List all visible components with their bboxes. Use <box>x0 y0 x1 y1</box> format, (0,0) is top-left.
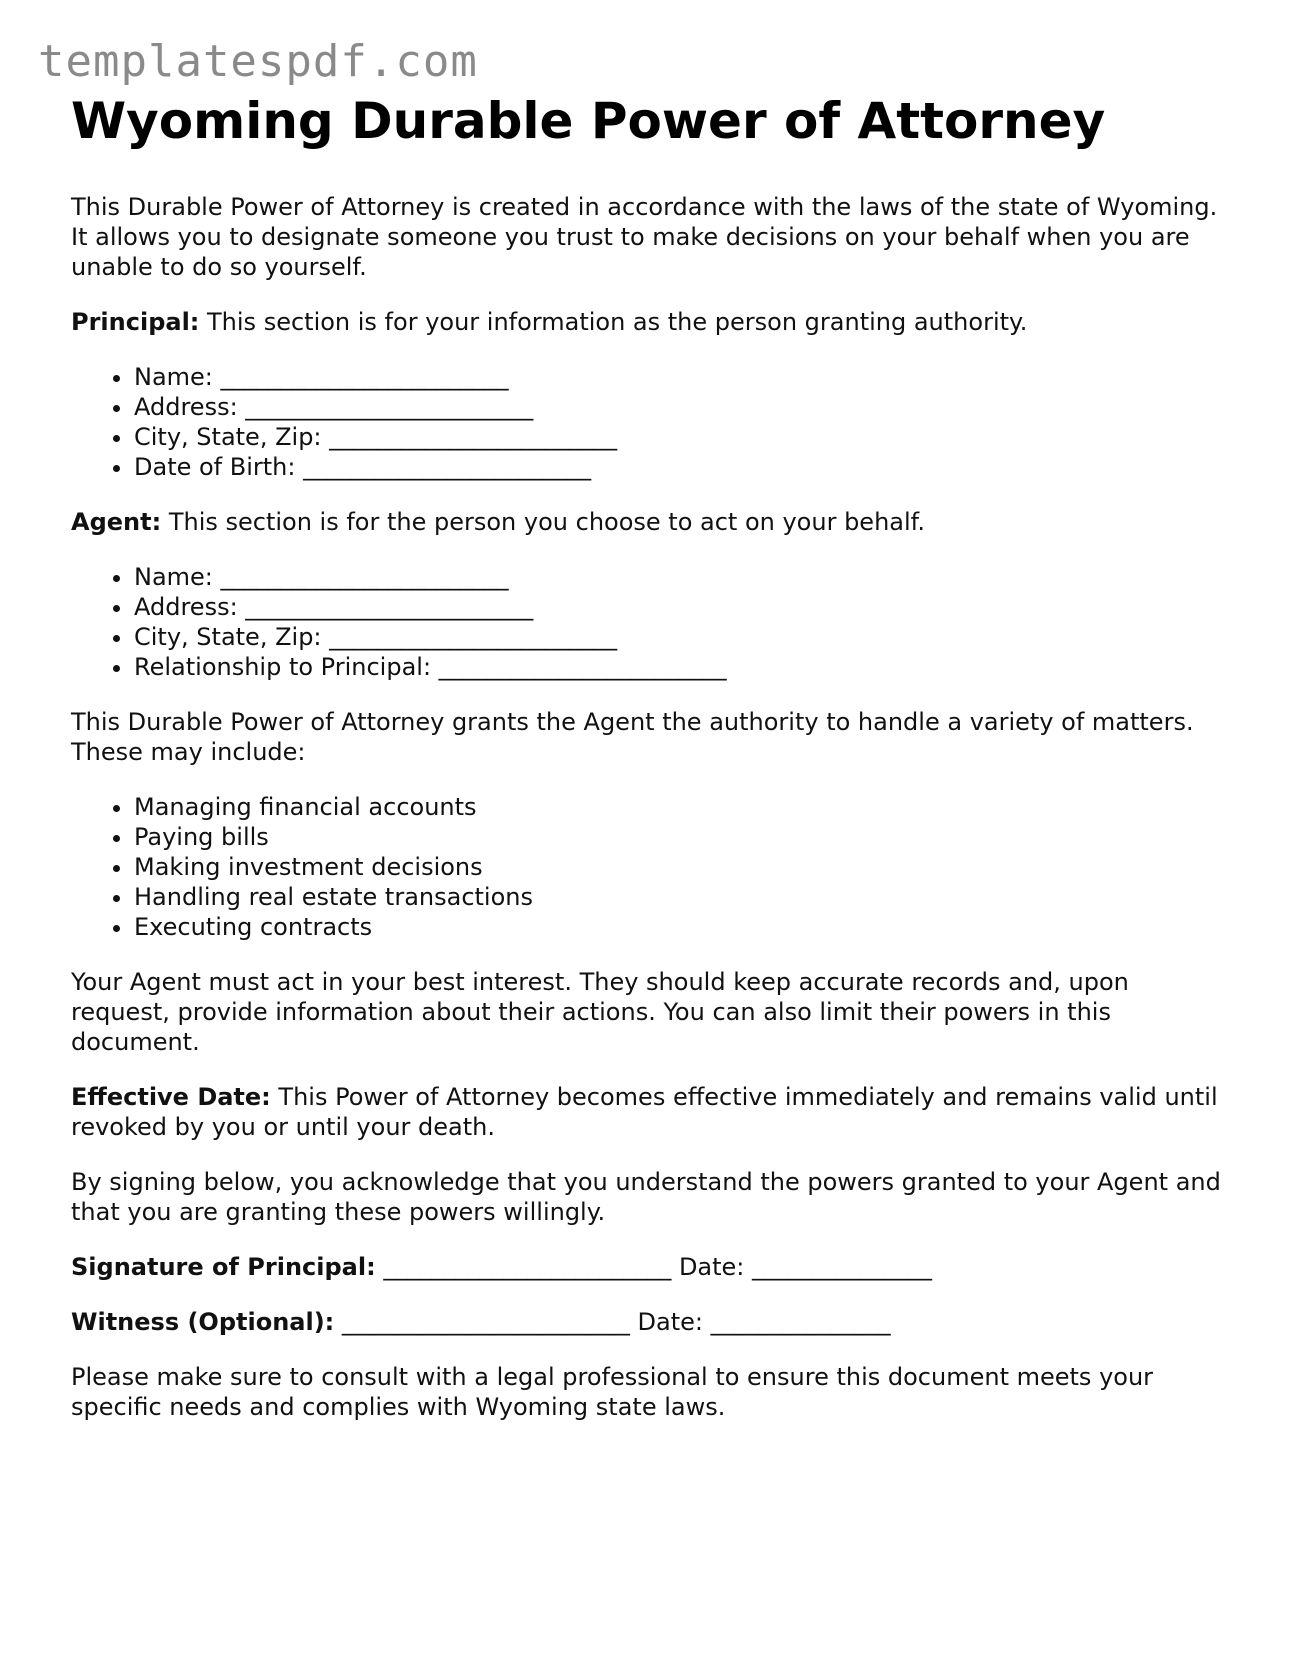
power-item: • Executing contracts <box>134 912 1231 942</box>
principal-city-state-zip-field: • City, State, Zip: ________________________ <box>134 422 1231 452</box>
agent-section-intro <box>71 507 1231 537</box>
effective-date-label: Effective Date: <box>71 1083 271 1111</box>
principal-signature-blanks: ________________________ Date: _______________ <box>375 1253 933 1281</box>
principal-description: This section is for your information as the person granting authority. <box>199 308 1028 336</box>
document-title: Wyoming Durable Power of Attorney <box>71 92 1106 150</box>
agent-name-field: • Name: ________________________ <box>134 562 1231 592</box>
agent-duties-paragraph: Your Agent must act in your best interest. They should keep accurate records and, upon request, provide information about their actions. You can also limit their powers in this document. <box>71 968 1129 1056</box>
principal-signature-label: Signature of Principal: <box>71 1253 376 1281</box>
powers-list <box>71 792 1231 942</box>
witness-signature-line <box>71 1307 1231 1337</box>
effective-date-text: This Power of Attorney becomes effective immediately and remains valid until revoked by you or until your death. <box>71 1083 1218 1141</box>
principal-date-of-birth-field: • Date of Birth: ________________________ <box>134 452 1231 482</box>
principal-signature-line <box>71 1252 1231 1282</box>
power-item: • Paying bills <box>134 822 1231 852</box>
watermark-text: templatespdf.com <box>38 36 478 87</box>
acknowledgment-paragraph: By signing below, you acknowledge that you understand the powers granted to your Agent and that you are granting these powers willingly. <box>71 1168 1221 1226</box>
agent-fields-list <box>71 562 1231 682</box>
principal-fields-list <box>71 362 1231 482</box>
agent-label: Agent: <box>71 508 162 536</box>
effective-date-paragraph <box>71 1082 1231 1142</box>
agent-city-state-zip-field: • City, State, Zip: ________________________ <box>134 622 1231 652</box>
authority-intro-paragraph: This Durable Power of Attorney grants the Agent the authority to handle a variety of matters. These may include: <box>71 708 1194 766</box>
power-item: • Making investment decisions <box>134 852 1231 882</box>
agent-relationship-field: • Relationship to Principal: ________________________ <box>134 652 1231 682</box>
principal-section-intro <box>71 307 1231 337</box>
power-item: • Handling real estate transactions <box>134 882 1231 912</box>
witness-signature-blanks: ________________________ Date: _______________ <box>334 1308 891 1336</box>
closing-paragraph: Please make sure to consult with a legal professional to ensure this document meets your specific needs and complies with Wyoming state laws. <box>71 1363 1154 1421</box>
agent-address-field: • Address: ________________________ <box>134 592 1231 622</box>
agent-description: This section is for the person you choose to act on your behalf. <box>161 508 925 536</box>
principal-label: Principal: <box>71 308 200 336</box>
witness-signature-label: Witness (Optional): <box>71 1308 335 1336</box>
principal-address-field: • Address: ________________________ <box>134 392 1231 422</box>
document-page <box>71 88 1231 1447</box>
intro-paragraph: This Durable Power of Attorney is created in accordance with the laws of the state of Wyoming. It allows you to designate someone you trust to make decisions on your behalf when you are unable to do so yourself. <box>71 193 1218 281</box>
power-item: • Managing financial accounts <box>134 792 1231 822</box>
principal-name-field: • Name: ________________________ <box>134 362 1231 392</box>
